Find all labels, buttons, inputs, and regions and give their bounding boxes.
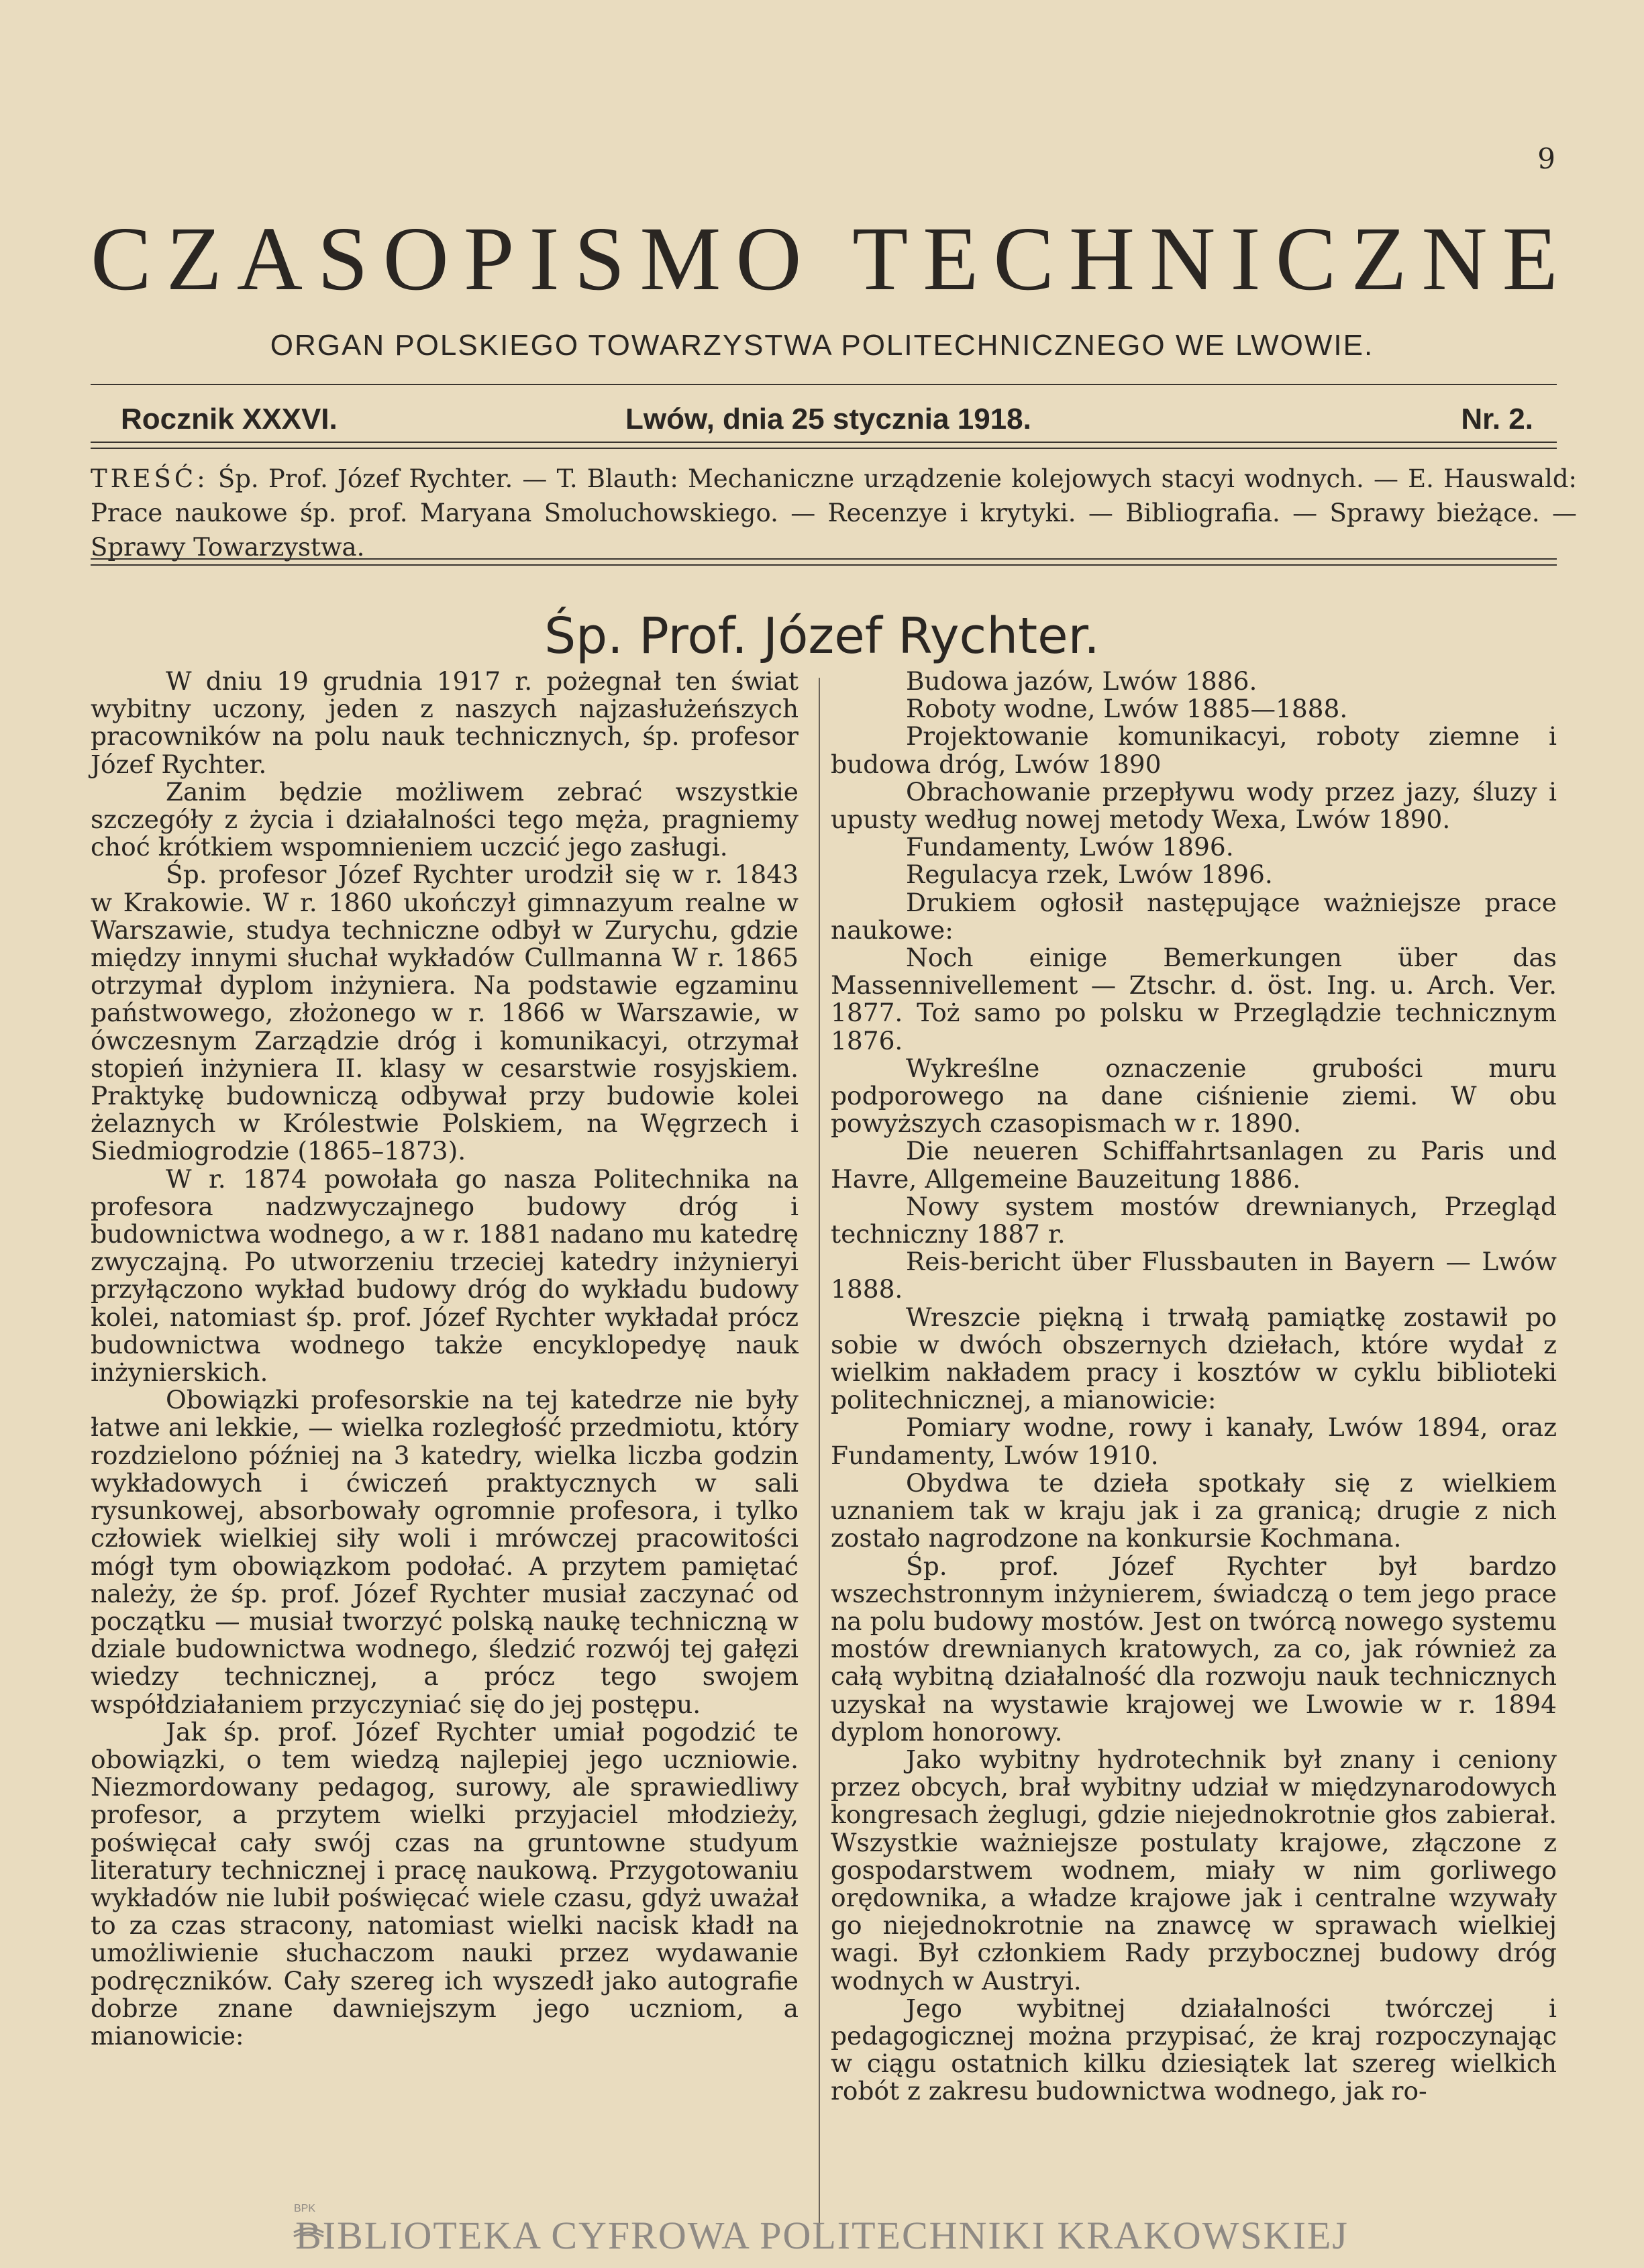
paragraph: Śp. prof. Józef Rychter był bardzo wszechstronnym inżynierem, świadczą o tem jego prace na polu budowy mostów. Jest on twórcą nowego systemu mostów drewnianych kratowych, za co, jak również za całą wybitną działalność dla rozwoju nauk technicznych uzyskał na wystawie krajowej we Lwowie w r. 1894 dyplom honorowy. [831, 1551, 1557, 1747]
right-column [831, 668, 1557, 2106]
paragraph: Die neueren Schiffahrtsanlagen zu Paris und Havre, Allgemeine Bauzeitung 1886. [831, 1136, 1557, 1194]
paragraph: Projektowanie komunikacyi, roboty ziemne i budowa dróg, Lwów 1890 [831, 721, 1557, 779]
rule-double-2 [91, 558, 1557, 566]
contents-label: TREŚĆ: [91, 464, 209, 493]
paragraph: Noch einige Bemerkungen über das Massennivellement — Ztschr. d. öst. Ing. u. Arch. Ver. 1877. Toż samo po polsku w Przeglądzie technicznym 1876. [831, 943, 1557, 1055]
contents [91, 462, 1577, 564]
subtitle: ORGAN POLSKIEGO TOWARZYSTWA POLITECHNICZNEGO WE LWOWIE. [270, 329, 1374, 362]
column-divider [819, 678, 820, 2248]
paragraph: Zanim będzie możliwem zebrać wszystkie szczegóły z życia i działalności tego męża, pragniemy choć krótkiem wspomnieniem uczcić jego zasługi. [91, 776, 799, 862]
page-number: 9 [1537, 142, 1555, 175]
rule-double-1 [91, 442, 1557, 449]
rule-top [91, 384, 1557, 385]
footer-watermark: BIBLIOTEKA CYFROWA POLITECHNIKI KRAKOWSKIEJ [295, 2214, 1349, 2257]
paragraph: Roboty wodne, Lwów 1885—1888. [906, 694, 1348, 724]
paragraph: Drukiem ogłosił następujące ważniejsze prace naukowe: [831, 887, 1557, 945]
paragraph: W r. 1874 powołała go nasza Politechnika na profesora nadzwyczajnego budowy dróg i budownictwa wodnego, a w r. 1881 nadano mu katedrę zwyczajną. Po utworzeniu trzeciej katedry inżynieryi przyłączono wykład budowy dróg do wykładu budowy kolei, natomiast śp. prof. Józef Rychter wykładał prócz budownictwa wodnego także encyklopedyę nauk inżynierskich. [91, 1164, 799, 1388]
paragraph: W dniu 19 grudnia 1917 r. pożegnał ten świat wybitny uczony, jeden z naszych najzasłużeńszych pracowników na polu nauk technicznych, śp. profesor Józef Rychter. [91, 666, 799, 779]
paragraph: Obrachowanie przepływu wody przez jazy, śluzy i upusty według nowej metody Wexa, Lwów 1890. [831, 776, 1557, 835]
contents-text: Śp. Prof. Józef Rychter. — T. Blauth: Mechaniczne urządzenie kolejowych stacyi wodnych. — E. Hauswald: Prace naukowe śp. prof. Maryana Smoluchowskiego. — Recenzye i krytyki. — Bibliografia. — Sprawy bieżące. — Sprawy Towarzystwa. [91, 464, 1577, 562]
issue-volume: Rocznik XXXVI. [121, 403, 338, 435]
paragraph: Fundamenty, Lwów 1896. [906, 832, 1234, 862]
paragraph: Wykreślne oznaczenie grubości muru podporowego na dane ciśnienie ziemi. W obu powyższych czasopismach w r. 1890. [831, 1053, 1557, 1139]
paragraph: Obowiązki profesorskie na tej katedrze nie były łatwe ani lekkie, — wielka rozległość przedmiotu, który rozdzielono później na 3 katedry, wielka liczba godzin wykładowych i ćwiczeń praktycznych w sali rysunkowej, absorbowały ogromnie profesora, i tylko człowiek wielkiej siły woli i mrówczej pracowitości mógł tym obowiązkom podołać. A przytem pamiętać należy, że śp. prof. Józef Rychter musiał zaczynać od początku — musiał tworzyć polską naukę techniczną w dziale budownictwa wodnego, śledzić rozwój tej gałęzi wiedzy technicznej, a prócz tego swojem współdziałaniem przyczyniać się do jej postępu. [91, 1385, 799, 1719]
paragraph: Reis-bericht über Flussbauten in Bayern — Lwów 1888. [831, 1247, 1557, 1304]
article-title: Śp. Prof. Józef Rychter. [544, 607, 1100, 665]
paragraph: Obydwa te dzieła spotkały się z wielkiem uznaniem tak w kraju jak i za granicą; drugie z nich zostało nagrodzone na konkursie Kochmana. [831, 1467, 1557, 1553]
masthead: CZASOPISMO TECHNICZNE [91, 209, 1573, 309]
issue-date: Lwów, dnia 25 stycznia 1918. [625, 403, 1031, 435]
footer-logo-text: BPK [294, 2203, 316, 2214]
paragraph: Jak śp. prof. Józef Rychter umiał pogodzić te obowiązki, o tem wiedzą najlepiej jego uczniowie. Niezmordowany pedagog, surowy, ale sprawiedliwy profesor, a przytem wielki przyjaciel młodzieży, poświęcał cały swój czas na gruntowne studyum literatury technicznej i pracę naukową. Przygotowaniu wykładów nie lubił poświęcać wiele czasu, gdyż uważał to za czas stracony, natomiast wielki nacisk kładł na umożliwienie słuchaczom nauki przez wydawanie podręczników. Cały szereg ich wyszedł jako autografie dobrze znane dawniejszym jego uczniom, a mianowicie: [91, 1716, 799, 2051]
paragraph: Wreszcie piękną i trwałą pamiątkę zostawił po sobie w dwóch obszernych dziełach, które wydał z wielkim nakładem pracy i kosztów w cyklu biblioteki politechnicznej, a mianowicie: [831, 1302, 1557, 1415]
paragraph: Śp. profesor Józef Rychter urodził się w r. 1843 w Krakowie. W r. 1860 ukończył gimnazyum realne w Warszawie, studya techniczne odbył w Zurychu, gdzie między innymi słuchał wykładów Cullmanna W r. 1865 otrzymał dyplom inżyniera. Na podstawie egzaminu państwowego, złożonego w r. 1866 w Warszawie, w ówczesnym Zarządzie dróg i komunikacyi, otrzymał stopień inżyniera II. klasy w cesarstwie rosyjskiem. Praktykę budowniczą odbywał przy budowie kolei żelaznych w Królestwie Polskiem, na Węgrzech i Siedmiogrodzie (1865–1873). [91, 860, 799, 1166]
paragraph: Pomiary wodne, rowy i kanały, Lwów 1894, oraz Fundamenty, Lwów 1910. [831, 1412, 1557, 1470]
paragraph: Nowy system mostów drewnianych, Przegląd techniczny 1887 r. [831, 1191, 1557, 1249]
paragraph: Jako wybitny hydrotechnik był znany i ceniony przez obcych, brał wybitny udział w międzynarodowych kongresach żeglugi, gdzie niejednokrotnie głos zabierał. Wszystkie ważniejsze postulaty krajowe, złączone z gospodarstwem wodnem, miały w nim gorliwego orędownika, a władze krajowe jak i centralne wzywały go niejednokrotnie na znawcę w sprawach wielkiej wagi. Był członkiem Rady przybocznej budowy dróg wodnych w Austryi. [831, 1744, 1557, 1996]
paragraph: Regulacya rzek, Lwów 1896. [906, 860, 1273, 890]
paragraph: Jego wybitnej działalności twórczej i pedagogicznej można przypisać, że kraj rozpoczynając w ciągu ostatnich kilku dziesiątek lat szereg wielkich robót z zakresu budownictwa wodnego, jak ro- [831, 1993, 1557, 2106]
paragraph: Budowa jazów, Lwów 1886. [906, 666, 1257, 696]
left-column [91, 668, 799, 2050]
issue-number: Nr. 2. [1461, 403, 1533, 435]
